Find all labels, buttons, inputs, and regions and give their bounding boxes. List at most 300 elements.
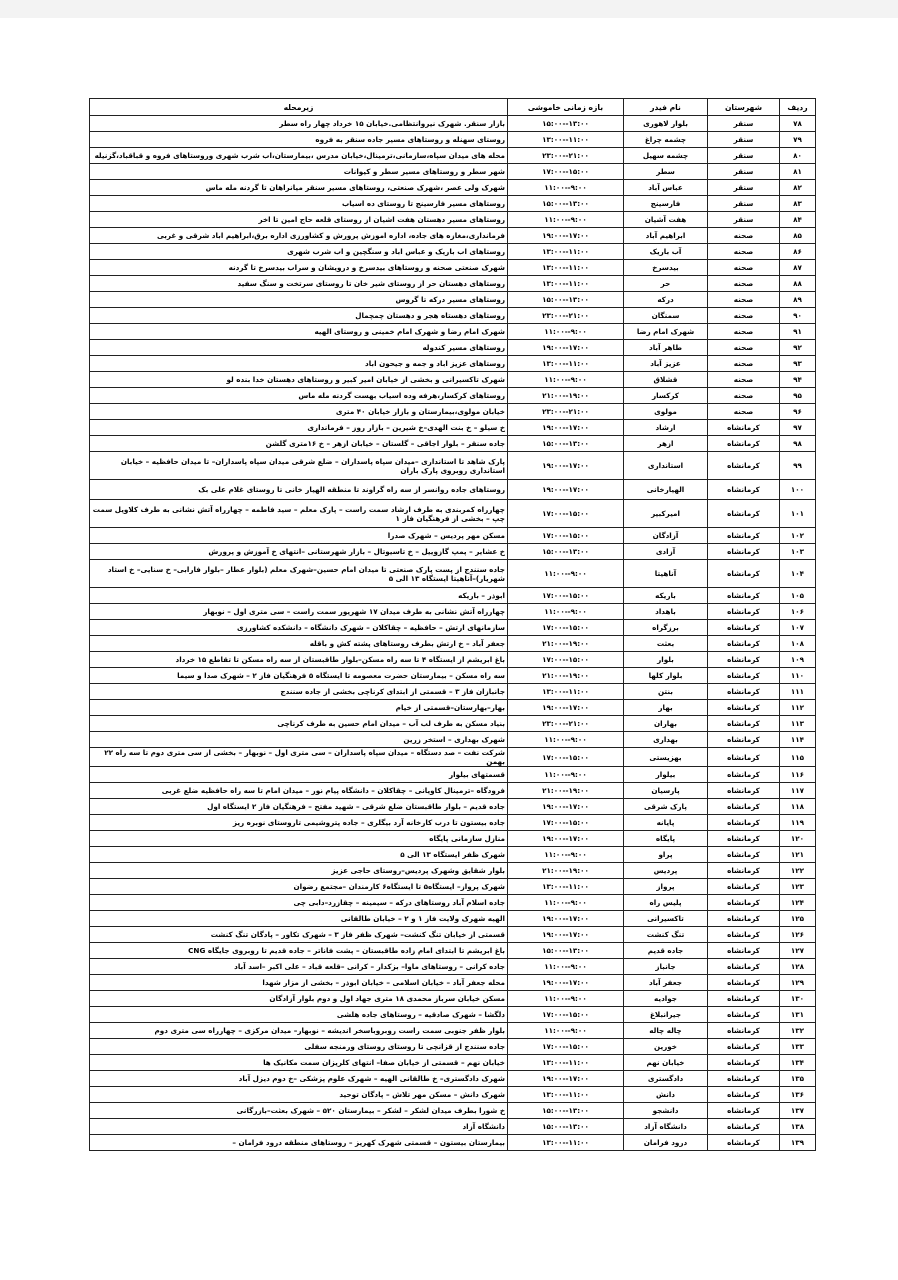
cell-time: ۲۱:۰۰--۱۹:۰۰ bbox=[508, 863, 624, 879]
cell-city: کرمانشاه bbox=[708, 452, 780, 480]
table-row bbox=[90, 815, 816, 831]
cell-area: شهرک بهداری – استخر زرین bbox=[90, 732, 508, 748]
cell-feeder: بلوار لاهوری bbox=[624, 116, 708, 132]
cell-num: ۱۲۲ bbox=[780, 863, 816, 879]
cell-time: ۱۱:۰۰--۹:۰۰ bbox=[508, 212, 624, 228]
cell-num: ۱۱۸ bbox=[780, 799, 816, 815]
cell-feeder: چشمه سهیل bbox=[624, 148, 708, 164]
cell-feeder: دانشجو bbox=[624, 1103, 708, 1119]
cell-num: ۹۹ bbox=[780, 452, 816, 480]
cell-time: ۱۹:۰۰--۱۷:۰۰ bbox=[508, 911, 624, 927]
cell-time: ۱۵:۰۰--۱۳:۰۰ bbox=[508, 436, 624, 452]
table-row bbox=[90, 1071, 816, 1087]
table-row bbox=[90, 588, 816, 604]
cell-num: ۱۲۱ bbox=[780, 847, 816, 863]
cell-time: ۱۱:۰۰--۹:۰۰ bbox=[508, 1023, 624, 1039]
cell-feeder: بهاران bbox=[624, 716, 708, 732]
cell-city: کرمانشاه bbox=[708, 879, 780, 895]
cell-area: بهار–بهارستان–قسمتی از خیام bbox=[90, 700, 508, 716]
cell-num: ۱۱۷ bbox=[780, 783, 816, 799]
cell-feeder: بلوار bbox=[624, 652, 708, 668]
cell-num: ۱۰۵ bbox=[780, 588, 816, 604]
cell-time: ۱۵:۰۰--۱۳:۰۰ bbox=[508, 1103, 624, 1119]
table-row bbox=[90, 831, 816, 847]
cell-area: بازار سنقر. شهرک نیروانتظامی.خیابان ۱۵ خرداد چهار راه سطر bbox=[90, 116, 508, 132]
cell-num: ۱۱۳ bbox=[780, 716, 816, 732]
table-row bbox=[90, 684, 816, 700]
cell-num: ۸۱ bbox=[780, 164, 816, 180]
cell-feeder: چشمه چراغ bbox=[624, 132, 708, 148]
cell-city: کرمانشاه bbox=[708, 1055, 780, 1071]
cell-time: ۲۱:۰۰--۱۹:۰۰ bbox=[508, 636, 624, 652]
top-band bbox=[0, 0, 898, 18]
cell-num: ۸۸ bbox=[780, 276, 816, 292]
cell-num: ۱۰۲ bbox=[780, 528, 816, 544]
cell-time: ۱۵:۰۰--۱۳:۰۰ bbox=[508, 943, 624, 959]
cell-area: جاده سنندج از قزانچی تا روستای روستای ورمنجه سفلی bbox=[90, 1039, 508, 1055]
cell-time: ۱۹:۰۰--۱۷:۰۰ bbox=[508, 975, 624, 991]
cell-city: کرمانشاه bbox=[708, 732, 780, 748]
cell-time: ۲۳:۰۰--۲۱:۰۰ bbox=[508, 308, 624, 324]
cell-num: ۱۲۶ bbox=[780, 927, 816, 943]
cell-num: ۸۷ bbox=[780, 260, 816, 276]
cell-feeder: آزادگان bbox=[624, 528, 708, 544]
table-row bbox=[90, 436, 816, 452]
cell-city: کرمانشاه bbox=[708, 652, 780, 668]
cell-num: ۹۷ bbox=[780, 420, 816, 436]
cell-city: سنقر bbox=[708, 164, 780, 180]
table-row bbox=[90, 620, 816, 636]
cell-time: ۱۹:۰۰--۱۷:۰۰ bbox=[508, 927, 624, 943]
cell-city: کرمانشاه bbox=[708, 959, 780, 975]
cell-feeder: بیدسرخ bbox=[624, 260, 708, 276]
cell-area: جاده کرانی – روستاهای ماوا– بزکدار – کرانی –قلعه قباد – علی اکبر –اسد آباد bbox=[90, 959, 508, 975]
cell-feeder: تنگ کنشت bbox=[624, 927, 708, 943]
header-area: زیرمحله bbox=[90, 99, 508, 116]
cell-area: شهرک ولی عصر ،شهرک صنعتی، روستاهای مسیر سنقر میانراهان تا گردنه مله ماس bbox=[90, 180, 508, 196]
cell-num: ۱۱۹ bbox=[780, 815, 816, 831]
cell-num: ۱۳۲ bbox=[780, 1023, 816, 1039]
cell-feeder: بهزیستی bbox=[624, 748, 708, 767]
cell-feeder: پارک شرقی bbox=[624, 799, 708, 815]
cell-area: روستاهای مسیر دهستان هفت اشیان از روستای قلعه حاج امین تا اخر bbox=[90, 212, 508, 228]
table-row bbox=[90, 1103, 816, 1119]
cell-num: ۱۲۵ bbox=[780, 911, 816, 927]
table-row bbox=[90, 1039, 816, 1055]
cell-num: ۱۳۴ bbox=[780, 1055, 816, 1071]
table-row bbox=[90, 604, 816, 620]
cell-city: کرمانشاه bbox=[708, 831, 780, 847]
header-city: شهرستان bbox=[708, 99, 780, 116]
cell-time: ۱۵:۰۰--۱۳:۰۰ bbox=[508, 292, 624, 308]
cell-city: کرمانشاه bbox=[708, 1023, 780, 1039]
cell-time: ۱۵:۰۰--۱۳:۰۰ bbox=[508, 544, 624, 560]
cell-num: ۸۳ bbox=[780, 196, 816, 212]
cell-time: ۱۱:۰۰--۹:۰۰ bbox=[508, 372, 624, 388]
cell-num: ۱۱۶ bbox=[780, 767, 816, 783]
cell-time: ۱۳:۰۰--۱۱:۰۰ bbox=[508, 879, 624, 895]
table-row bbox=[90, 324, 816, 340]
cell-time: ۱۵:۰۰--۱۳:۰۰ bbox=[508, 196, 624, 212]
table-row bbox=[90, 1023, 816, 1039]
cell-city: صحنه bbox=[708, 388, 780, 404]
cell-feeder: پارسیان bbox=[624, 783, 708, 799]
cell-time: ۱۳:۰۰--۱۱:۰۰ bbox=[508, 244, 624, 260]
cell-time: ۱۱:۰۰--۹:۰۰ bbox=[508, 180, 624, 196]
cell-num: ۱۲۸ bbox=[780, 959, 816, 975]
cell-area: باغ ابریشم تا ابتدای امام زاده طاقبستان – پشت فاناتر – جاده قدیم تا روبروی جایگاه CNG bbox=[90, 943, 508, 959]
cell-time: ۱۷:۰۰--۱۵:۰۰ bbox=[508, 815, 624, 831]
cell-time: ۱۳:۰۰--۱۱:۰۰ bbox=[508, 1135, 624, 1151]
table-row bbox=[90, 975, 816, 991]
cell-area: الهیه شهرک ولایت فاز ۱ و ۲ – خیابان طالقانی bbox=[90, 911, 508, 927]
cell-area: شهرک تاکسیرانی و بخشی از خیابان امیر کبیر و روستاهای دهستان خدا بنده لو bbox=[90, 372, 508, 388]
cell-num: ۱۱۱ bbox=[780, 684, 816, 700]
cell-time: ۱۹:۰۰--۱۷:۰۰ bbox=[508, 228, 624, 244]
cell-city: صحنه bbox=[708, 324, 780, 340]
cell-num: ۱۱۵ bbox=[780, 748, 816, 767]
cell-area: جعفر آباد – خ ارتش بطرف روستاهای پشته کش و باقله bbox=[90, 636, 508, 652]
cell-area: شهر سطر و روستاهای مسیر سطر و کیوانات bbox=[90, 164, 508, 180]
cell-area: روستاهای دهستان حر از روستای شیر خان تا روستای سرتخت و سنگ سفید bbox=[90, 276, 508, 292]
cell-time: ۱۱:۰۰--۹:۰۰ bbox=[508, 324, 624, 340]
cell-feeder: فارسینج bbox=[624, 196, 708, 212]
cell-time: ۱۹:۰۰--۱۷:۰۰ bbox=[508, 480, 624, 500]
cell-city: سنقر bbox=[708, 132, 780, 148]
cell-city: صحنه bbox=[708, 260, 780, 276]
cell-time: ۲۱:۰۰--۱۹:۰۰ bbox=[508, 668, 624, 684]
cell-city: کرمانشاه bbox=[708, 588, 780, 604]
cell-feeder: باریکه bbox=[624, 588, 708, 604]
cell-city: کرمانشاه bbox=[708, 863, 780, 879]
cell-time: ۱۹:۰۰--۱۷:۰۰ bbox=[508, 420, 624, 436]
table-row bbox=[90, 700, 816, 716]
cell-feeder: سطر bbox=[624, 164, 708, 180]
cell-num: ۱۱۴ bbox=[780, 732, 816, 748]
cell-area: روستاهای اب باریک و عباس اباد و سنگچین و اب شرب شهری bbox=[90, 244, 508, 260]
table-row bbox=[90, 116, 816, 132]
table-row bbox=[90, 388, 816, 404]
cell-city: صحنه bbox=[708, 404, 780, 420]
cell-time: ۱۹:۰۰--۱۷:۰۰ bbox=[508, 452, 624, 480]
cell-time: ۲۳:۰۰--۲۱:۰۰ bbox=[508, 404, 624, 420]
outage-schedule-sheet bbox=[89, 98, 815, 1151]
cell-city: صحنه bbox=[708, 276, 780, 292]
cell-time: ۱۳:۰۰--۱۱:۰۰ bbox=[508, 684, 624, 700]
cell-feeder: امیرکبیر bbox=[624, 500, 708, 528]
cell-city: کرمانشاه bbox=[708, 911, 780, 927]
cell-feeder: بیلوار bbox=[624, 767, 708, 783]
cell-time: ۱۷:۰۰--۱۵:۰۰ bbox=[508, 748, 624, 767]
cell-num: ۱۳۳ bbox=[780, 1039, 816, 1055]
cell-area: شهرک صنعتی صحنه و روستاهای بیدسرخ و درویشان و سراب بیدسرخ تا گردنه bbox=[90, 260, 508, 276]
table-row bbox=[90, 783, 816, 799]
cell-city: کرمانشاه bbox=[708, 436, 780, 452]
cell-city: کرمانشاه bbox=[708, 684, 780, 700]
cell-area: جانبازان فاز ۳ – قسمتی از ابتدای کرناچی بخشی از جاده سنندج bbox=[90, 684, 508, 700]
cell-area: شهرک دادگستری– خ طالقانی الهیه – شهرک علوم پزشکی –خ دوم دیزل آباد bbox=[90, 1071, 508, 1087]
cell-feeder: بنتن bbox=[624, 684, 708, 700]
cell-num: ۹۲ bbox=[780, 340, 816, 356]
table-row bbox=[90, 132, 816, 148]
cell-num: ۱۱۰ bbox=[780, 668, 816, 684]
cell-num: ۸۹ bbox=[780, 292, 816, 308]
cell-time: ۱۹:۰۰--۱۷:۰۰ bbox=[508, 831, 624, 847]
cell-feeder: هفت آشیان bbox=[624, 212, 708, 228]
cell-area: خیابان نهم – قسمتی از خیابان صفا– انتهای کلریزان سمت مکانیک ها bbox=[90, 1055, 508, 1071]
header-num: ردیف bbox=[780, 99, 816, 116]
cell-feeder: آناهیتا bbox=[624, 560, 708, 588]
cell-feeder: ابراهیم آباد bbox=[624, 228, 708, 244]
cell-time: ۱۱:۰۰--۹:۰۰ bbox=[508, 959, 624, 975]
cell-area: جاده بیستون تا درب کارخانه آرد بیگلری – جاده پتروشیمی تاروستای نوبره ریز bbox=[90, 815, 508, 831]
cell-area: مسکن خیابان سرباز محمدی ۱۸ متری جهاد اول و دوم بلوار آزادگان bbox=[90, 991, 508, 1007]
table-row bbox=[90, 911, 816, 927]
cell-num: ۹۳ bbox=[780, 356, 816, 372]
cell-area: باغ ابریشم از ایستگاه ۴ تا سه راه مسکن–بلوار طاقبستان از سه راه مسکن تا تقاطع ۱۵ خرداد bbox=[90, 652, 508, 668]
cell-time: ۱۵:۰۰--۱۳:۰۰ bbox=[508, 1119, 624, 1135]
cell-num: ۷۸ bbox=[780, 116, 816, 132]
table-row bbox=[90, 180, 816, 196]
table-row bbox=[90, 164, 816, 180]
cell-time: ۱۷:۰۰--۱۵:۰۰ bbox=[508, 528, 624, 544]
cell-feeder: باهداد bbox=[624, 604, 708, 620]
cell-area: روستاهای جاده روانسر از سه راه گراوند تا منطقه الهیار خانی تا روستای غلام علی بک bbox=[90, 480, 508, 500]
cell-area: خ سیلو – خ بنت الهدی–خ شیرین – بازار روز – فرمانداری bbox=[90, 420, 508, 436]
cell-time: ۲۳:۰۰--۲۱:۰۰ bbox=[508, 716, 624, 732]
cell-area: محله جعفر آباد – خیابان اسلامی – خیابان ابوذر – بخشی از مزار شهدا bbox=[90, 975, 508, 991]
cell-city: کرمانشاه bbox=[708, 604, 780, 620]
table-row bbox=[90, 480, 816, 500]
table-row bbox=[90, 732, 816, 748]
table-row bbox=[90, 767, 816, 783]
cell-area: شرکت نفت – صد دستگاه – میدان سپاه پاسداران – سی متری اول – نوبهار – بخشی از سی متری دوم تا سه راه ۲۲ بهمن bbox=[90, 748, 508, 767]
cell-feeder: قشلاق bbox=[624, 372, 708, 388]
cell-num: ۱۰۴ bbox=[780, 560, 816, 588]
table-row bbox=[90, 1007, 816, 1023]
cell-area: جاده سنندج از پست پارک صنعتی تا میدان امام حسین–شهرک معلم (بلوار عطار –بلوار فارابی– خ سنایی– خ استاد شهریار)–آناهیتا ایستگاه ۱۳ الی ۵ bbox=[90, 560, 508, 588]
cell-city: کرمانشاه bbox=[708, 636, 780, 652]
cell-city: کرمانشاه bbox=[708, 1039, 780, 1055]
cell-feeder: شهرک امام رضا bbox=[624, 324, 708, 340]
cell-city: کرمانشاه bbox=[708, 700, 780, 716]
table-row bbox=[90, 292, 816, 308]
cell-feeder: پایگاه bbox=[624, 831, 708, 847]
cell-area: بنیاد مسکن به طرف لب آب – میدان امام حسین به طرف کرناچی bbox=[90, 716, 508, 732]
cell-time: ۱۱:۰۰--۹:۰۰ bbox=[508, 895, 624, 911]
cell-area: قسمتهای بیلوار bbox=[90, 767, 508, 783]
table-row bbox=[90, 863, 816, 879]
cell-area: روستاهای مسیر کندوله bbox=[90, 340, 508, 356]
table-row bbox=[90, 1135, 816, 1151]
cell-time: ۱۹:۰۰--۱۷:۰۰ bbox=[508, 700, 624, 716]
cell-feeder: عزیز آباد bbox=[624, 356, 708, 372]
cell-time: ۱۹:۰۰--۱۷:۰۰ bbox=[508, 340, 624, 356]
cell-city: کرمانشاه bbox=[708, 1007, 780, 1023]
cell-feeder: جانباز bbox=[624, 959, 708, 975]
cell-feeder: درکه bbox=[624, 292, 708, 308]
table-row bbox=[90, 879, 816, 895]
cell-area: محله های میدان سپاه،سازمانی،ترمینال،خیابان مدرس ،بیمارستان،اب شرب شهری وروستاهای فروه و قباقباد،گزنیله bbox=[90, 148, 508, 164]
cell-num: ۱۳۵ bbox=[780, 1071, 816, 1087]
cell-num: ۱۳۷ bbox=[780, 1103, 816, 1119]
cell-feeder: مولوی bbox=[624, 404, 708, 420]
cell-feeder: پردیس bbox=[624, 863, 708, 879]
table-row bbox=[90, 244, 816, 260]
cell-time: ۱۳:۰۰--۱۱:۰۰ bbox=[508, 1055, 624, 1071]
cell-num: ۱۲۴ bbox=[780, 895, 816, 911]
cell-time: ۱۷:۰۰--۱۵:۰۰ bbox=[508, 652, 624, 668]
cell-num: ۱۰۳ bbox=[780, 544, 816, 560]
cell-feeder: جاده قدیم bbox=[624, 943, 708, 959]
cell-area: مسکن مهر پردیس – شهرک صدرا bbox=[90, 528, 508, 544]
cell-area: چهارراه کمربندی به طرف ارشاد سمت راست – پارک معلم – سید فاطمه – چهارراه آتش نشانی به طرف کلاویل سمت چپ – بخشی از فرهنگیان فاز ۱ bbox=[90, 500, 508, 528]
cell-area: سازمانهای ارتش – حافظیه – چقاکلان – شهرک دانشگاه – دانشکده کشاورزی bbox=[90, 620, 508, 636]
cell-num: ۱۰۹ bbox=[780, 652, 816, 668]
cell-area: دانشگاه آزاد bbox=[90, 1119, 508, 1135]
cell-num: ۱۲۳ bbox=[780, 879, 816, 895]
table-row bbox=[90, 799, 816, 815]
cell-city: کرمانشاه bbox=[708, 975, 780, 991]
cell-time: ۱۱:۰۰--۹:۰۰ bbox=[508, 604, 624, 620]
table-body bbox=[90, 116, 816, 1151]
table-row bbox=[90, 991, 816, 1007]
table-row bbox=[90, 544, 816, 560]
table-row bbox=[90, 452, 816, 480]
table-row bbox=[90, 528, 816, 544]
cell-city: کرمانشاه bbox=[708, 620, 780, 636]
cell-time: ۱۷:۰۰--۱۵:۰۰ bbox=[508, 1039, 624, 1055]
cell-city: کرمانشاه bbox=[708, 799, 780, 815]
cell-feeder: بهداری bbox=[624, 732, 708, 748]
table-row bbox=[90, 196, 816, 212]
cell-feeder: بهار bbox=[624, 700, 708, 716]
cell-num: ۱۰۱ bbox=[780, 500, 816, 528]
cell-time: ۱۳:۰۰--۱۱:۰۰ bbox=[508, 132, 624, 148]
cell-area: بیمارستان بیستون – قسمتی شهرک کهریز – روستاهای منطقه درود فرامان – bbox=[90, 1135, 508, 1151]
table-row bbox=[90, 212, 816, 228]
cell-time: ۱۷:۰۰--۱۵:۰۰ bbox=[508, 1007, 624, 1023]
cell-area: جاده قدیم – بلوار طاقبستان ضلع شرقی – شهید مفتح – فرهنگیان فاز ۲ ایستگاه اول bbox=[90, 799, 508, 815]
cell-num: ۱۲۰ bbox=[780, 831, 816, 847]
table-row bbox=[90, 276, 816, 292]
cell-num: ۷۹ bbox=[780, 132, 816, 148]
cell-area: جاده اسلام آباد روستاهای درکه – سیمینه – چقازرد–دابی چی bbox=[90, 895, 508, 911]
cell-city: سنقر bbox=[708, 180, 780, 196]
cell-feeder: دادگستری bbox=[624, 1071, 708, 1087]
cell-time: ۱۳:۰۰--۱۱:۰۰ bbox=[508, 356, 624, 372]
table-row bbox=[90, 636, 816, 652]
cell-time: ۱۷:۰۰--۱۵:۰۰ bbox=[508, 620, 624, 636]
cell-area: شهرک امام رضا و شهرک امام خمینی و روستای الهیه bbox=[90, 324, 508, 340]
cell-time: ۱۳:۰۰--۱۱:۰۰ bbox=[508, 1087, 624, 1103]
cell-city: صحنه bbox=[708, 372, 780, 388]
cell-city: کرمانشاه bbox=[708, 847, 780, 863]
table-row bbox=[90, 308, 816, 324]
header-feeder: نام فیدر bbox=[624, 99, 708, 116]
cell-city: کرمانشاه bbox=[708, 895, 780, 911]
table-row bbox=[90, 356, 816, 372]
cell-area: روستاهای دهستاه هجر و دهستان چمچمال bbox=[90, 308, 508, 324]
cell-area: روستاهای کرکسار،هرفه وده اسیاب بهست گردنه مله ماس bbox=[90, 388, 508, 404]
cell-num: ۹۴ bbox=[780, 372, 816, 388]
cell-area: روستای سهنله و روستاهای مسیر جاده سنقر به فروه bbox=[90, 132, 508, 148]
cell-feeder: درود فرامان bbox=[624, 1135, 708, 1151]
cell-num: ۱۰۰ bbox=[780, 480, 816, 500]
cell-feeder: بعثت bbox=[624, 636, 708, 652]
cell-city: صحنه bbox=[708, 228, 780, 244]
table-row bbox=[90, 943, 816, 959]
cell-city: سنقر bbox=[708, 116, 780, 132]
cell-num: ۸۲ bbox=[780, 180, 816, 196]
cell-city: سنقر bbox=[708, 212, 780, 228]
cell-feeder: استانداری bbox=[624, 452, 708, 480]
cell-area: خ عشایر – پمپ گازوییل – خ تاسیوتال – بازار شهرستانی –انتهای خ آموزش و پرورش bbox=[90, 544, 508, 560]
cell-feeder: پراو bbox=[624, 847, 708, 863]
table-row bbox=[90, 652, 816, 668]
table-row bbox=[90, 927, 816, 943]
cell-time: ۱۷:۰۰--۱۵:۰۰ bbox=[508, 500, 624, 528]
cell-time: ۲۱:۰۰--۱۹:۰۰ bbox=[508, 783, 624, 799]
table-row bbox=[90, 895, 816, 911]
cell-time: ۱۱:۰۰--۹:۰۰ bbox=[508, 732, 624, 748]
cell-feeder: تاکسیرانی bbox=[624, 911, 708, 927]
cell-city: کرمانشاه bbox=[708, 767, 780, 783]
cell-area: منازل سازمانی پایگاه bbox=[90, 831, 508, 847]
cell-feeder: ارشاد bbox=[624, 420, 708, 436]
cell-num: ۹۰ bbox=[780, 308, 816, 324]
cell-area: فرمانداری،مغازه های جاده، اداره اموزش پرورش و کشاورزی اداره برق،ابراهیم اباد شرقی و غربی bbox=[90, 228, 508, 244]
cell-city: کرمانشاه bbox=[708, 1119, 780, 1135]
cell-feeder: جعفر آباد bbox=[624, 975, 708, 991]
cell-city: صحنه bbox=[708, 244, 780, 260]
cell-time: ۱۳:۰۰--۱۱:۰۰ bbox=[508, 260, 624, 276]
cell-area: بلوار شقایق وشهرک پردیس–روستای حاجی عزیز bbox=[90, 863, 508, 879]
cell-feeder: پلیس راه bbox=[624, 895, 708, 911]
table-row bbox=[90, 500, 816, 528]
cell-city: کرمانشاه bbox=[708, 668, 780, 684]
cell-area: خیابان مولوی،بیمارستان و بازار خیابان ۴۰ متری bbox=[90, 404, 508, 420]
cell-city: صحنه bbox=[708, 340, 780, 356]
cell-city: کرمانشاه bbox=[708, 544, 780, 560]
cell-city: کرمانشاه bbox=[708, 560, 780, 588]
cell-area: پارک شاهد تا استانداری –میدان سپاه پاسداران – ضلع شرقی میدان سپاه پاسداران– تا میدان حافظیه – خیابان استانداری روبروی پارک باران bbox=[90, 452, 508, 480]
cell-area: فرودگاه –ترمینال کاویانی – چقاکلان – دانشگاه پیام نور – میدان امام تا سه راه حافظیه ضلع غربی bbox=[90, 783, 508, 799]
cell-time: ۱۱:۰۰--۹:۰۰ bbox=[508, 991, 624, 1007]
cell-city: کرمانشاه bbox=[708, 528, 780, 544]
cell-area: شهرک دانش – مسکن مهر تلاش – پادگان توحید bbox=[90, 1087, 508, 1103]
table-row bbox=[90, 668, 816, 684]
table-row bbox=[90, 260, 816, 276]
cell-feeder: دانش bbox=[624, 1087, 708, 1103]
cell-feeder: الهیارخانی bbox=[624, 480, 708, 500]
cell-area: سه راه مسکن – بیمارستان حضرت معصومه تا ایستگاه ۵ فرهنگیان فاز ۲ – شهرک صدا و سیما bbox=[90, 668, 508, 684]
cell-feeder: سمنگان bbox=[624, 308, 708, 324]
cell-city: کرمانشاه bbox=[708, 1087, 780, 1103]
cell-feeder: بلوار کلها bbox=[624, 668, 708, 684]
table-row bbox=[90, 340, 816, 356]
cell-time: ۱۱:۰۰--۹:۰۰ bbox=[508, 767, 624, 783]
cell-city: سنقر bbox=[708, 148, 780, 164]
table-header-row bbox=[90, 99, 816, 116]
cell-time: ۲۱:۰۰--۱۹:۰۰ bbox=[508, 388, 624, 404]
cell-feeder: آب باریک bbox=[624, 244, 708, 260]
table-row bbox=[90, 847, 816, 863]
cell-area: ابوذر – باریکه bbox=[90, 588, 508, 604]
cell-num: ۸۶ bbox=[780, 244, 816, 260]
cell-time: ۱۹:۰۰--۱۷:۰۰ bbox=[508, 1071, 624, 1087]
cell-time: ۱۷:۰۰--۱۵:۰۰ bbox=[508, 164, 624, 180]
